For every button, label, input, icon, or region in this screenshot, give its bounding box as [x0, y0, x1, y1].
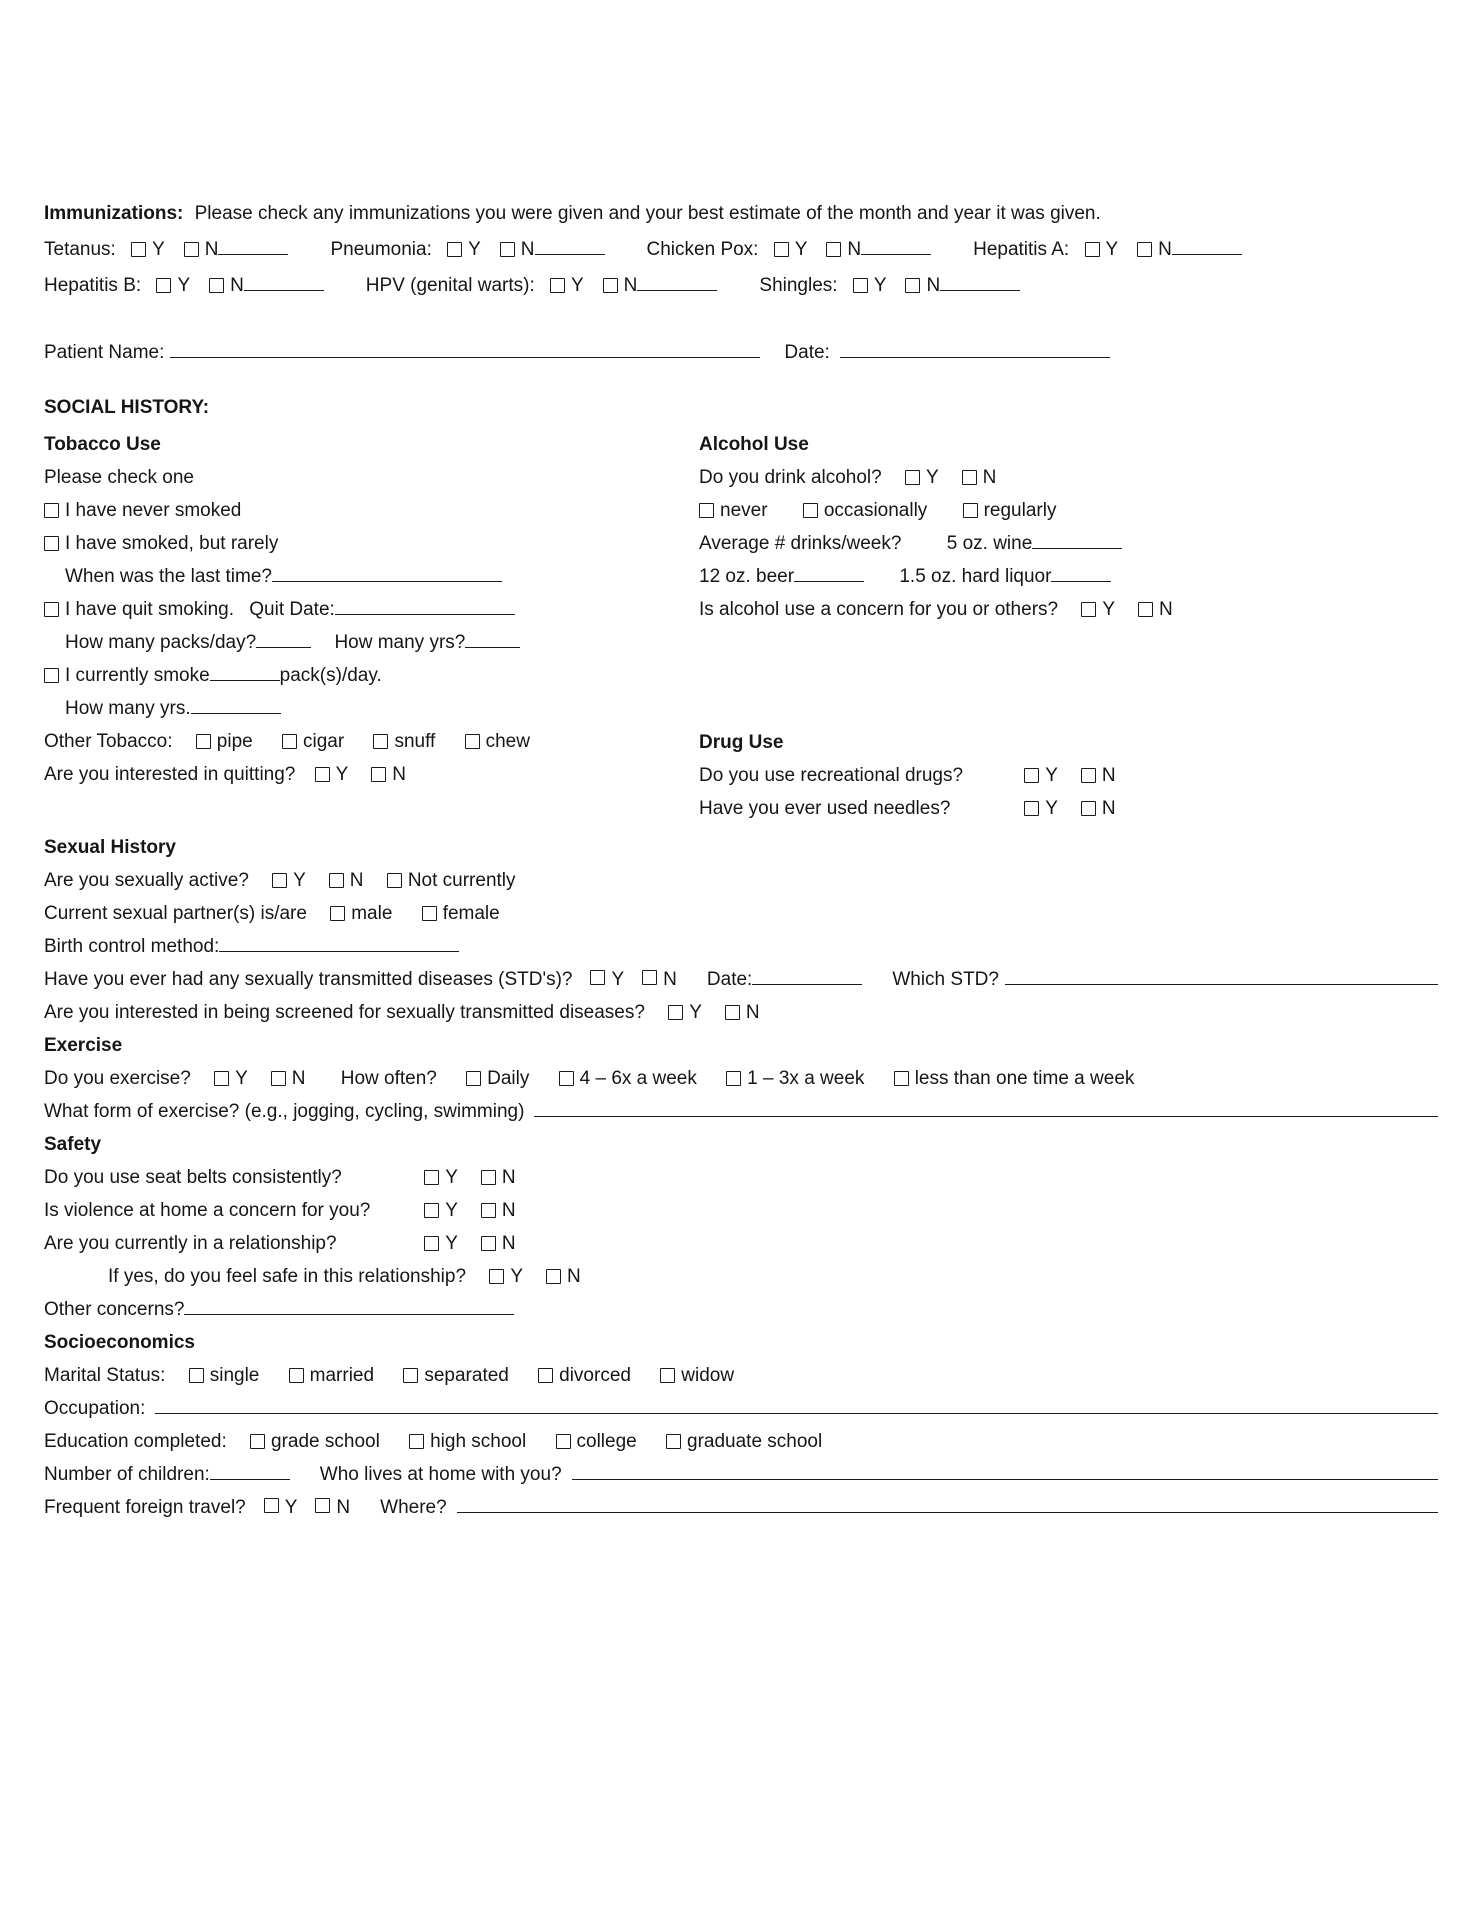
chicken-pox-yes-label: Y — [794, 239, 808, 260]
daily-label: Daily — [487, 1068, 530, 1089]
tobacco-option-current — [44, 659, 699, 692]
divorced-label: divorced — [559, 1365, 631, 1386]
grade-school-checkbox[interactable] — [250, 1434, 265, 1449]
exercise-form-label: What form of exercise? (e.g., jogging, cycling, swimming) — [44, 1101, 525, 1122]
needles-no-checkbox[interactable] — [1081, 801, 1096, 816]
alcohol-option-never — [699, 500, 768, 521]
patient-name-label: Patient Name: — [44, 342, 165, 363]
screening-yes-checkbox[interactable] — [668, 1005, 683, 1020]
active-yes-checkbox[interactable] — [272, 873, 287, 888]
travel-yes-checkbox[interactable] — [264, 1498, 279, 1513]
birth-control-row — [44, 930, 1438, 963]
travel-no-label: N — [336, 1497, 351, 1518]
alcohol-drug-column — [699, 428, 1438, 825]
partner-male-label: male — [351, 903, 393, 924]
tetanus-label: Tetanus: — [44, 239, 116, 260]
immunizations-row-1 — [44, 232, 1438, 268]
seatbelt-no-label: N — [501, 1167, 516, 1188]
beer-label: 12 oz. beer — [699, 566, 795, 587]
alcohol-frequency-row — [699, 494, 1438, 527]
college-checkbox[interactable] — [556, 1434, 571, 1449]
std-no-label: N — [663, 969, 677, 990]
pipe-checkbox[interactable] — [196, 734, 211, 749]
packs-count-field[interactable] — [210, 668, 280, 681]
shingles-no-label: N — [926, 275, 941, 296]
std-row — [44, 963, 1438, 996]
alcohol-concern-yes-checkbox[interactable] — [1081, 602, 1096, 617]
std-screening-label: Are you interested in being screened for sexually transmitted diseases? — [44, 1002, 645, 1023]
tobacco-section — [44, 428, 699, 825]
alcohol-section — [699, 428, 1438, 626]
recreational-drugs-row — [699, 759, 1438, 792]
graduate-school-label: graduate school — [687, 1431, 823, 1452]
alcohol-concern-yes-label: Y — [1102, 599, 1115, 620]
hpv-yes-label: Y — [571, 275, 584, 296]
which-std-label: Which STD? — [892, 969, 999, 990]
exercise-yes-checkbox[interactable] — [214, 1071, 229, 1086]
married-checkbox[interactable] — [289, 1368, 304, 1383]
seatbelt-yes-checkbox[interactable] — [424, 1170, 439, 1185]
current-years-row — [44, 692, 699, 725]
hepatitis-b-yes-checkbox[interactable] — [156, 278, 171, 293]
birth-control-field[interactable] — [219, 939, 459, 952]
beer-field[interactable] — [794, 569, 864, 582]
hepatitis-a-date-field[interactable] — [1172, 242, 1242, 255]
std-date-field[interactable] — [752, 972, 862, 985]
socioeconomics-title: Socioeconomics — [44, 1332, 195, 1353]
feel-safe-row — [44, 1260, 1438, 1293]
drink-no-label: N — [982, 467, 997, 488]
recreational-no-checkbox[interactable] — [1081, 768, 1096, 783]
alcohol-regularly-checkbox[interactable] — [963, 503, 978, 518]
marital-option-single — [189, 1365, 260, 1386]
exercise-title: Exercise — [44, 1035, 123, 1056]
tobacco-subtitle: Please check one — [44, 467, 194, 488]
high-school-label: high school — [430, 1431, 527, 1452]
quitting-label: Are you interested in quitting? — [44, 764, 296, 785]
alcohol-never-label: never — [720, 500, 768, 521]
wine-label: 5 oz. wine — [946, 533, 1033, 554]
seatbelt-label: Do you use seat belts consistently? — [44, 1167, 342, 1188]
tobacco-option-never — [44, 494, 699, 527]
hepatitis-a-label: Hepatitis A: — [973, 239, 1070, 260]
violence-row — [44, 1194, 1438, 1227]
screening-no-checkbox[interactable] — [725, 1005, 740, 1020]
four-six-label: 4 – 6x a week — [579, 1068, 697, 1089]
smoked-rarely-label: I have smoked, but rarely — [65, 533, 279, 554]
education-option-high-school — [409, 1431, 526, 1452]
education-option-grade-school — [250, 1431, 380, 1452]
drink-yes-checkbox[interactable] — [905, 470, 920, 485]
pneumonia-yes-label: Y — [468, 239, 481, 260]
std-date-label: Date: — [706, 969, 753, 990]
immunizations-instructions: Please check any immunizations you were given and your best estimate of the month and year it was given. — [194, 203, 1101, 224]
shingles-date-field[interactable] — [940, 278, 1020, 291]
chicken-pox-label: Chicken Pox: — [646, 239, 759, 260]
shingles-yes-label: Y — [873, 275, 887, 296]
feel-safe-no-label: N — [566, 1266, 581, 1287]
relationship-no-label: N — [501, 1233, 516, 1254]
hepatitis-b-no-checkbox[interactable] — [209, 278, 224, 293]
partner-row — [44, 897, 1438, 930]
alcohol-option-regularly — [963, 500, 1057, 521]
education-row — [44, 1425, 1438, 1458]
one-three-checkbox[interactable] — [726, 1071, 741, 1086]
daily-checkbox[interactable] — [466, 1071, 481, 1086]
other-tobacco-label: Other Tobacco: — [44, 731, 173, 752]
hpv-yes-checkbox[interactable] — [550, 278, 565, 293]
tobacco-option-rarely — [44, 527, 699, 560]
feel-safe-yes-checkbox[interactable] — [489, 1269, 504, 1284]
feel-safe-no-checkbox[interactable] — [546, 1269, 561, 1284]
birth-control-label: Birth control method: — [44, 936, 220, 957]
hpv-date-field[interactable] — [637, 278, 717, 291]
quit-smoking-checkbox[interactable] — [44, 602, 59, 617]
packs-day-label: How many packs/day? — [65, 632, 257, 653]
widow-label: widow — [681, 1365, 735, 1386]
alcohol-occasionally-checkbox[interactable] — [803, 503, 818, 518]
immunization-shingles — [759, 268, 1020, 304]
less-than-once-label: less than one time a week — [914, 1068, 1135, 1089]
widow-checkbox[interactable] — [660, 1368, 675, 1383]
hepatitis-a-no-label: N — [1158, 239, 1172, 260]
other-tobacco-option-pipe — [196, 731, 253, 752]
pneumonia-date-field[interactable] — [535, 242, 605, 255]
tetanus-yes-label: Y — [152, 239, 165, 260]
tobacco-title: Tobacco Use — [44, 434, 161, 455]
drug-use-title: Drug Use — [699, 732, 784, 753]
marital-option-separated — [403, 1365, 509, 1386]
children-label: Number of children: — [44, 1464, 210, 1485]
partner-female-checkbox[interactable] — [422, 906, 437, 921]
alcohol-occasionally-label: occasionally — [823, 500, 928, 521]
quit-years-label: How many yrs? — [334, 632, 466, 653]
exercise-option-daily — [466, 1068, 529, 1089]
single-checkbox[interactable] — [189, 1368, 204, 1383]
quitting-yes-checkbox[interactable] — [315, 767, 330, 782]
immunization-hepatitis-a — [973, 232, 1242, 268]
hpv-label: HPV (genital warts): — [365, 275, 535, 296]
high-school-checkbox[interactable] — [409, 1434, 424, 1449]
chicken-pox-no-label: N — [847, 239, 862, 260]
packs-day-field[interactable] — [256, 635, 311, 648]
hepatitis-b-date-field[interactable] — [244, 278, 324, 291]
quit-date-field[interactable] — [335, 602, 515, 615]
exercise-option-less — [894, 1068, 1135, 1089]
alcohol-concern-label: Is alcohol use a concern for you or others? — [699, 599, 1059, 620]
immunizations-title: Immunizations: — [44, 203, 184, 224]
other-concerns-field[interactable] — [184, 1302, 514, 1315]
hepatitis-b-no-label: N — [230, 275, 244, 296]
active-no-checkbox[interactable] — [329, 873, 344, 888]
social-history-columns — [44, 428, 1438, 825]
std-yes-label: Y — [611, 969, 625, 990]
alcohol-concern-no-label: N — [1159, 599, 1173, 620]
last-time-row — [44, 560, 699, 593]
pneumonia-yes-checkbox[interactable] — [447, 242, 462, 257]
hepatitis-b-yes-label: Y — [177, 275, 190, 296]
tetanus-date-field[interactable] — [218, 242, 288, 255]
single-label: single — [209, 1365, 260, 1386]
immunization-hepatitis-b — [44, 268, 324, 304]
last-time-label: When was the last time? — [65, 566, 272, 587]
married-label: married — [309, 1365, 375, 1386]
feel-safe-yes-label: Y — [510, 1266, 523, 1287]
other-concerns-label: Other concerns? — [44, 1299, 185, 1320]
relationship-label: Are you currently in a relationship? — [44, 1233, 337, 1254]
std-yes-checkbox[interactable] — [590, 970, 605, 985]
sexually-active-label: Are you sexually active? — [44, 870, 249, 891]
current-years-field[interactable] — [191, 701, 281, 714]
alcohol-concern-row — [699, 593, 1438, 626]
liquor-field[interactable] — [1051, 569, 1111, 582]
pneumonia-no-label: N — [520, 239, 535, 260]
quit-years-field[interactable] — [465, 635, 520, 648]
relationship-yes-checkbox[interactable] — [424, 1236, 439, 1251]
safety-section — [44, 1128, 1438, 1326]
currently-smoke-label: I currently smoke — [65, 665, 210, 686]
socioeconomics-section — [44, 1326, 1438, 1524]
violence-yes-label: Y — [445, 1200, 458, 1221]
currently-smoke-checkbox[interactable] — [44, 668, 59, 683]
travel-no-checkbox[interactable] — [315, 1498, 330, 1513]
tetanus-no-label: N — [204, 239, 219, 260]
packs-per-day-row — [44, 626, 699, 659]
separated-label: separated — [424, 1365, 509, 1386]
which-std-field[interactable] — [1005, 972, 1438, 985]
quitting-no-label: N — [392, 764, 407, 785]
active-no-label: N — [349, 870, 364, 891]
partner-male-checkbox[interactable] — [330, 906, 345, 921]
grade-school-label: grade school — [271, 1431, 380, 1452]
marital-option-married — [289, 1365, 374, 1386]
education-option-college — [556, 1431, 637, 1452]
travel-yes-label: Y — [284, 1497, 298, 1518]
average-drinks-label: Average # drinks/week? — [699, 533, 902, 554]
other-tobacco-row — [44, 725, 699, 758]
cigar-checkbox[interactable] — [282, 734, 297, 749]
recreational-yes-label: Y — [1045, 765, 1058, 786]
hepatitis-a-yes-label: Y — [1105, 239, 1118, 260]
safety-title: Safety — [44, 1134, 102, 1155]
date-label: Date: — [784, 342, 830, 363]
never-smoked-checkbox[interactable] — [44, 503, 59, 518]
hepatitis-b-label: Hepatitis B: — [44, 275, 142, 296]
home-field[interactable] — [572, 1467, 1438, 1480]
alcohol-concern-no-checkbox[interactable] — [1138, 602, 1153, 617]
travel-label: Frequent foreign travel? — [44, 1497, 246, 1518]
violence-no-checkbox[interactable] — [481, 1203, 496, 1218]
recreational-drugs-label: Do you use recreational drugs? — [699, 765, 964, 786]
feel-safe-label: If yes, do you feel safe in this relationship? — [108, 1266, 467, 1287]
needles-yes-label: Y — [1045, 798, 1058, 819]
other-tobacco-option-chew — [465, 731, 530, 752]
alcohol-regularly-label: regularly — [983, 500, 1057, 521]
date-field[interactable] — [840, 345, 1110, 358]
immunization-hpv — [366, 268, 718, 304]
quit-smoking-label: I have quit smoking. — [65, 599, 234, 620]
needles-yes-checkbox[interactable] — [1024, 801, 1039, 816]
chicken-pox-no-checkbox[interactable] — [826, 242, 841, 257]
marital-status-row — [44, 1359, 1438, 1392]
drug-use-section — [699, 726, 1438, 825]
where-label: Where? — [380, 1497, 447, 1518]
last-time-field[interactable] — [272, 569, 502, 582]
sexually-active-row — [44, 864, 1438, 897]
chew-checkbox[interactable] — [465, 734, 480, 749]
exercise-no-label: N — [291, 1068, 306, 1089]
other-tobacco-option-snuff — [373, 731, 435, 752]
screening-no-label: N — [745, 1002, 760, 1023]
travel-row — [44, 1491, 1438, 1524]
chicken-pox-date-field[interactable] — [861, 242, 931, 255]
education-option-graduate-school — [666, 1431, 822, 1452]
education-label: Education completed: — [44, 1431, 227, 1452]
relationship-no-checkbox[interactable] — [481, 1236, 496, 1251]
quitting-yes-label: Y — [335, 764, 349, 785]
average-drinks-row — [699, 527, 1438, 560]
packs-suffix-label: pack(s)/day. — [279, 665, 382, 686]
exercise-question-row — [44, 1062, 1438, 1095]
immunization-chicken-pox — [647, 232, 932, 268]
drink-yes-label: Y — [926, 467, 939, 488]
alcohol-title: Alcohol Use — [699, 434, 809, 455]
seatbelt-no-checkbox[interactable] — [481, 1170, 496, 1185]
needles-row — [699, 792, 1438, 825]
std-question-label: Have you ever had any sexually transmitted diseases (STD's)? — [44, 969, 573, 990]
current-years-label: How many yrs. — [65, 698, 191, 719]
social-history-title: SOCIAL HISTORY: — [44, 397, 210, 418]
how-often-label: How often? — [340, 1068, 437, 1089]
active-yes-label: Y — [293, 870, 306, 891]
immunizations-section — [44, 196, 1438, 304]
four-six-checkbox[interactable] — [559, 1071, 574, 1086]
violence-label: Is violence at home a concern for you? — [44, 1200, 371, 1221]
partner-female-label: female — [442, 903, 500, 924]
tobacco-option-quit — [44, 593, 699, 626]
drink-alcohol-row — [699, 461, 1438, 494]
liquor-label: 1.5 oz. hard liquor — [899, 566, 1052, 587]
not-currently-checkbox[interactable] — [387, 873, 402, 888]
pneumonia-no-checkbox[interactable] — [500, 242, 515, 257]
occupation-field[interactable] — [155, 1401, 1438, 1414]
exercise-form-field[interactable] — [534, 1104, 1438, 1117]
quitting-row — [44, 758, 699, 791]
drink-alcohol-label: Do you drink alcohol? — [699, 467, 882, 488]
occupation-row — [44, 1392, 1438, 1425]
exercise-no-checkbox[interactable] — [271, 1071, 286, 1086]
separated-checkbox[interactable] — [403, 1368, 418, 1383]
alcohol-option-occasionally — [803, 500, 928, 521]
patient-name-field[interactable] — [170, 345, 760, 358]
seatbelt-row — [44, 1161, 1438, 1194]
seatbelt-yes-label: Y — [445, 1167, 458, 1188]
relationship-row — [44, 1227, 1438, 1260]
hpv-no-label: N — [623, 275, 638, 296]
wine-field[interactable] — [1032, 536, 1122, 549]
hepatitis-a-yes-checkbox[interactable] — [1085, 242, 1100, 257]
home-label: Who lives at home with you? — [319, 1464, 562, 1485]
chicken-pox-yes-checkbox[interactable] — [774, 242, 789, 257]
where-field[interactable] — [457, 1500, 1438, 1513]
pneumonia-label: Pneumonia: — [330, 239, 432, 260]
exercise-section — [44, 1029, 1438, 1128]
tetanus-no-checkbox[interactable] — [184, 242, 199, 257]
not-currently-label: Not currently — [407, 870, 516, 891]
exercise-form-row — [44, 1095, 1438, 1128]
shingles-no-checkbox[interactable] — [905, 278, 920, 293]
quitting-no-checkbox[interactable] — [371, 767, 386, 782]
pipe-label: pipe — [216, 731, 253, 752]
violence-no-label: N — [501, 1200, 516, 1221]
graduate-school-checkbox[interactable] — [666, 1434, 681, 1449]
sexual-history-section — [44, 831, 1438, 1029]
needles-no-label: N — [1101, 798, 1116, 819]
hepatitis-a-no-checkbox[interactable] — [1137, 242, 1152, 257]
other-tobacco-option-cigar — [282, 731, 344, 752]
relationship-yes-label: Y — [445, 1233, 458, 1254]
std-screening-row — [44, 996, 1438, 1029]
chew-label: chew — [485, 731, 530, 752]
exercise-yes-label: Y — [235, 1068, 248, 1089]
marital-status-label: Marital Status: — [44, 1365, 166, 1386]
college-label: college — [576, 1431, 637, 1452]
needles-label: Have you ever used needles? — [699, 798, 951, 819]
other-concerns-row — [44, 1293, 1438, 1326]
patient-row — [44, 336, 1438, 369]
marital-option-widow — [660, 1365, 734, 1386]
violence-yes-checkbox[interactable] — [424, 1203, 439, 1218]
hpv-no-checkbox[interactable] — [603, 278, 618, 293]
sexual-history-title: Sexual History — [44, 837, 176, 858]
immunizations-row-2 — [44, 268, 1438, 304]
std-no-checkbox[interactable] — [642, 970, 657, 985]
children-count-field[interactable] — [210, 1467, 290, 1480]
divorced-checkbox[interactable] — [538, 1368, 553, 1383]
less-than-once-checkbox[interactable] — [894, 1071, 909, 1086]
partner-label: Current sexual partner(s) is/are — [44, 903, 307, 924]
exercise-question-label: Do you exercise? — [44, 1068, 191, 1089]
never-smoked-label: I have never smoked — [65, 500, 242, 521]
exercise-option-4-6x — [559, 1068, 697, 1089]
drink-no-checkbox[interactable] — [962, 470, 977, 485]
snuff-label: snuff — [394, 731, 436, 752]
recreational-yes-checkbox[interactable] — [1024, 768, 1039, 783]
beer-liquor-row — [699, 560, 1438, 593]
cigar-label: cigar — [303, 731, 345, 752]
immunization-tetanus — [44, 232, 288, 268]
immunizations-header — [44, 196, 1438, 232]
quit-date-label: Quit Date: — [249, 599, 335, 620]
marital-option-divorced — [538, 1365, 631, 1386]
tetanus-yes-checkbox[interactable] — [131, 242, 146, 257]
snuff-checkbox[interactable] — [373, 734, 388, 749]
shingles-label: Shingles: — [759, 275, 838, 296]
exercise-option-1-3x — [726, 1068, 864, 1089]
shingles-yes-checkbox[interactable] — [853, 278, 868, 293]
alcohol-never-checkbox[interactable] — [699, 503, 714, 518]
occupation-label: Occupation: — [44, 1398, 146, 1419]
smoked-rarely-checkbox[interactable] — [44, 536, 59, 551]
one-three-label: 1 – 3x a week — [747, 1068, 865, 1089]
children-home-row — [44, 1458, 1438, 1491]
immunization-pneumonia — [330, 232, 604, 268]
recreational-no-label: N — [1101, 765, 1116, 786]
screening-yes-label: Y — [689, 1002, 702, 1023]
